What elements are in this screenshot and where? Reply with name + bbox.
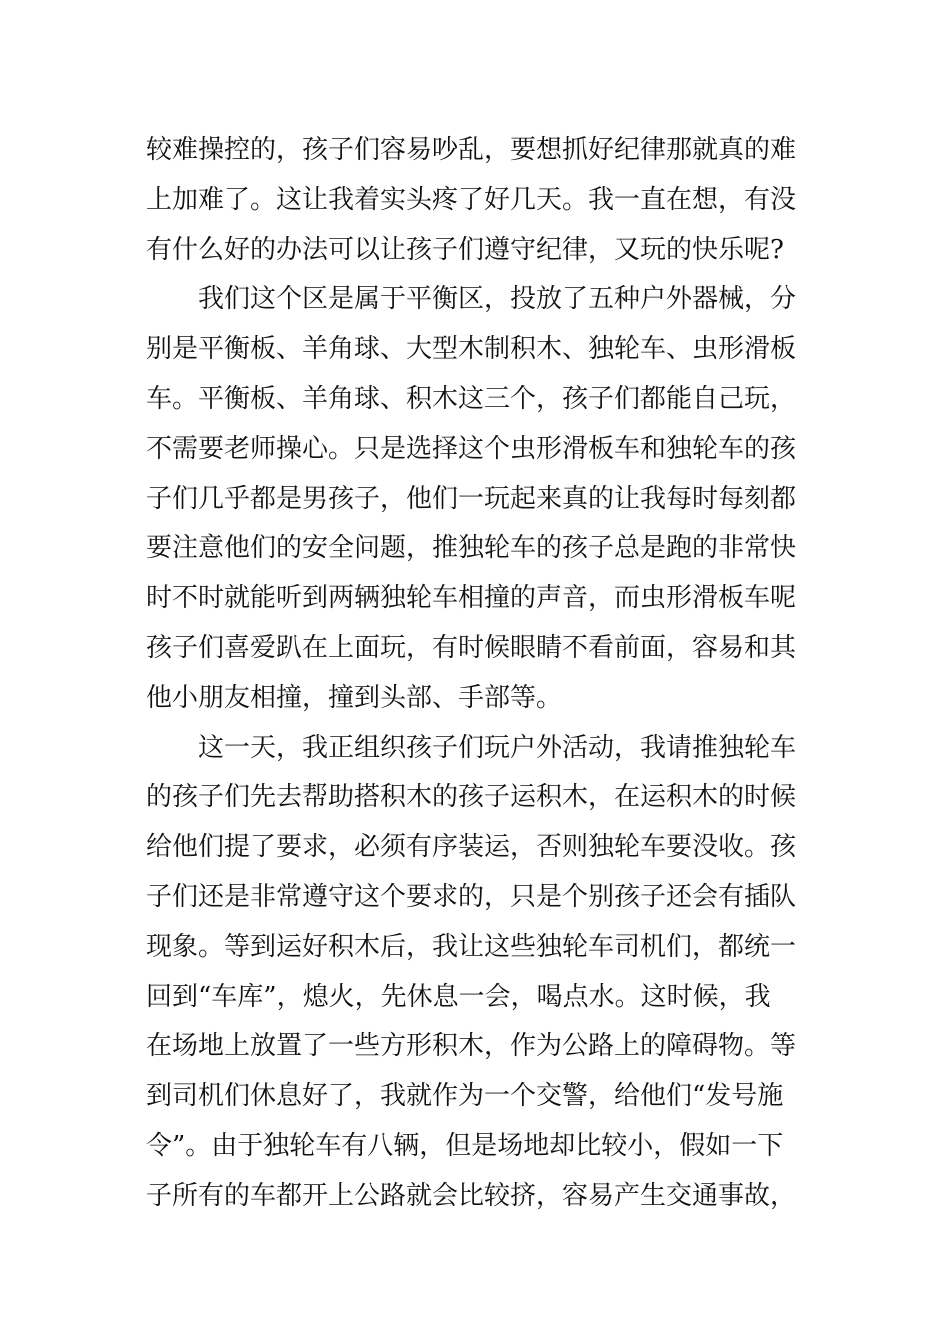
text-line: 到司机们休息好了，我就作为一个交警，给他们“发号施 xyxy=(146,1081,784,1112)
text-line: 令”。由于独轮车有八辆，但是场地却比较小，假如一下 xyxy=(146,1130,784,1161)
text-line: 上加难了。这让我着实头疼了好几天。我一直在想，有没 xyxy=(146,184,797,215)
text-line: 别是平衡板、羊角球、大型木制积木、独轮车、虫形滑板 xyxy=(146,334,797,365)
text-line: 不需要老师操心。只是选择这个虫形滑板车和独轮车的孩 xyxy=(146,433,797,464)
text-line: 在场地上放置了一些方形积木，作为公路上的障碍物。等 xyxy=(146,1031,797,1062)
text-line: 车。平衡板、羊角球、积木这三个，孩子们都能自己玩， xyxy=(146,383,797,414)
text-line: 子们几乎都是男孩子，他们一玩起来真的让我每时每刻都 xyxy=(146,483,797,514)
text-line: 孩子们喜爱趴在上面玩，有时候眼睛不看前面，容易和其 xyxy=(146,632,797,663)
paragraph-first-line: 这一天，我正组织孩子们玩户外活动，我请推独轮车 xyxy=(198,732,797,763)
text-line: 子们还是非常遵守这个要求的，只是个别孩子还会有插队 xyxy=(146,881,797,912)
text-line: 有什么好的办法可以让孩子们遵守纪律，又玩的快乐呢? xyxy=(146,234,784,265)
text-line: 的孩子们先去帮助搭积木的孩子运积木，在运积木的时候 xyxy=(146,782,797,813)
text-line: 他小朋友相撞，撞到头部、手部等。 xyxy=(146,682,563,713)
text-line: 给他们提了要求，必须有序装运，否则独轮车要没收。孩 xyxy=(146,832,797,863)
text-line: 现象。等到运好积木后，我让这些独轮车司机们，都统一 xyxy=(146,931,797,962)
body-text xyxy=(146,126,816,1222)
text-line: 回到“车库”，熄火，先休息一会，喝点水。这时候，我 xyxy=(146,981,771,1012)
text-line: 较难操控的，孩子们容易吵乱，要想抓好纪律那就真的难 xyxy=(146,135,797,165)
text-line: 时不时就能听到两辆独轮车相撞的声音，而虫形滑板车呢 xyxy=(146,583,797,614)
text-line: 子所有的车都开上公路就会比较挤，容易产生交通事故， xyxy=(146,1180,797,1211)
paragraph-first-line: 我们这个区是属于平衡区，投放了五种户外器械，分 xyxy=(198,284,797,315)
text-line: 要注意他们的安全问题，推独轮车的孩子总是跑的非常快 xyxy=(146,533,797,564)
